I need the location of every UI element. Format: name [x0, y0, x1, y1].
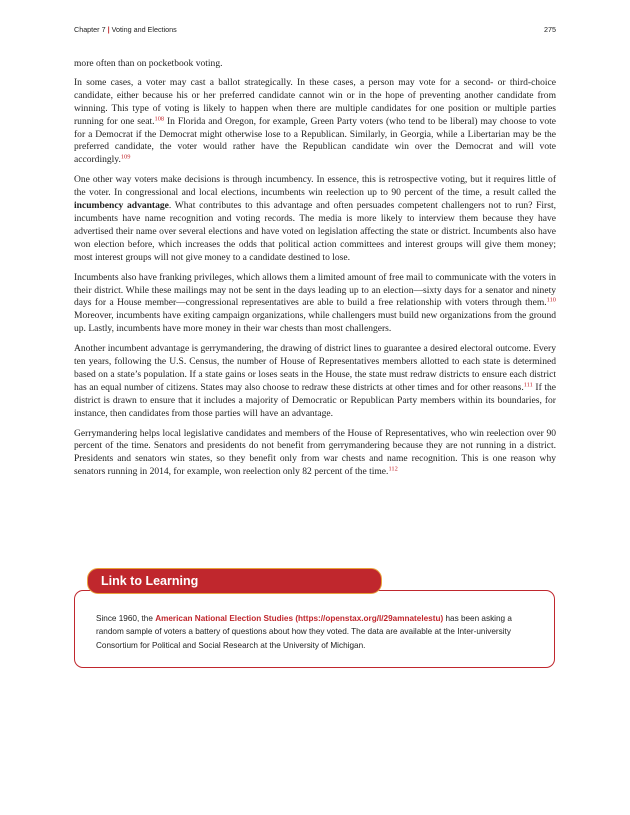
- paragraph: Incumbents also have franking privileges, which allows them a limited amount of free mail to communicate with the voters in their district. While these mailings may not be sent in the days leading up to an election—sixty days for a senator and ninety days for a House member—congressional representatives are able to build a free relationship with voters through them.$^{110}$ Moreover, incumbents have exiting campaign organizations, while challengers must build new organizations from the ground up. Lastly, incumbents have more money in their war chests than most challengers.: [74, 271, 556, 335]
- footnote-reference[interactable]: 112: [388, 465, 398, 473]
- paragraph: One other way voters make decisions is through incumbency. In essence, this is retrospective voting, but it requires little of the voter. In congressional and local elections, incumbents win reelection up to 90 percent of the time, a result called the incumbency advantage. What contributes to this advantage and often persuades competent challengers not to run? First, incumbents have name recognition and voting records. The media is more likely to interview them because they have advertised their name over several elections and have voted on legislation affecting the state or district. Incumbents also have won election before, which increases the odds that political action committees and interest groups will give them money; most interest groups will not give money to a candidate destined to lose.: [74, 174, 556, 263]
- footnote-reference[interactable]: 110: [546, 296, 556, 304]
- paragraph: In some cases, a voter may cast a ballot strategically. In these cases, a person may vote for a second- or third-choice candidate, either because his or her preferred candidate cannot win or in the hope of preventing another candidate from winning. This type of voting is likely to happen when there are multiple candidates for one position or multiple parties running for one seat.$^{108}$ In Florida and Oregon, for example, Green Party voters (who tend to be liberal) may choose to vote for a Democrat if the Democrat might otherwise lose to a Republican. Similarly, in Georgia, while a Libertarian may be the preferred candidate, the voter would rather have the Republican candidate win over the Democrat and will vote accordingly.$^{109}$: [74, 76, 556, 166]
- footnote-reference[interactable]: 108: [154, 115, 165, 123]
- link-to-learning-tab: [87, 568, 382, 594]
- paragraph: Gerrymandering helps local legislative candidates and members of the House of Representatives, who win reelection over 90 percent of the time. Senators and presidents do not benefit from gerrymandering because they are not running in a district. Presidents and senators win states, so they benefit only from war chests and name recognition. This is one reason why senators running in 2014, for example, won reelection only 82 percent of the time.$^{112}$: [74, 427, 556, 478]
- chapter-heading: Chapter 7 | Voting and Elections: [74, 25, 177, 34]
- footnote-reference[interactable]: 109: [120, 153, 131, 161]
- paragraph: more often than on pocketbook voting.: [74, 58, 223, 69]
- running-header: [74, 25, 556, 37]
- footnote-reference[interactable]: 111: [523, 381, 533, 389]
- paragraph: Another incumbent advantage is gerrymandering, the drawing of district lines to guarantee a desired electoral outcome. Every ten years, following the U.S. Census, the number of House of Representatives members allotted to each state is determined based on a state’s population. If a state gains or loses seats in the House, the state must redraw districts to ensure each district has an equal number of citizens. States may also choose to redraw these districts at other times and for other reasons.$^{111}$ If the district is drawn to ensure that it includes a majority of Democratic or Republican Party members within its boundaries, for instance, then candidates from those parties will have an advantage.: [74, 343, 556, 419]
- link-to-learning-title: Link to Learning: [101, 574, 199, 588]
- link-to-learning-text: Since 1960, the American National Election Studies (https://openstax.org/l/29amnatelestu) has been asking a random sample of voters a battery of questions about how they voted. The data are available at the Inter-university Consortium for Political and Social Research at the University of Michigan.: [96, 614, 512, 650]
- anes-link[interactable]: American National Election Studies (https://openstax.org/l/29amnatelestu): [155, 614, 444, 623]
- key-term: incumbency advantage: [74, 200, 169, 212]
- body-text: [74, 58, 556, 486]
- page-number: 275: [544, 25, 556, 34]
